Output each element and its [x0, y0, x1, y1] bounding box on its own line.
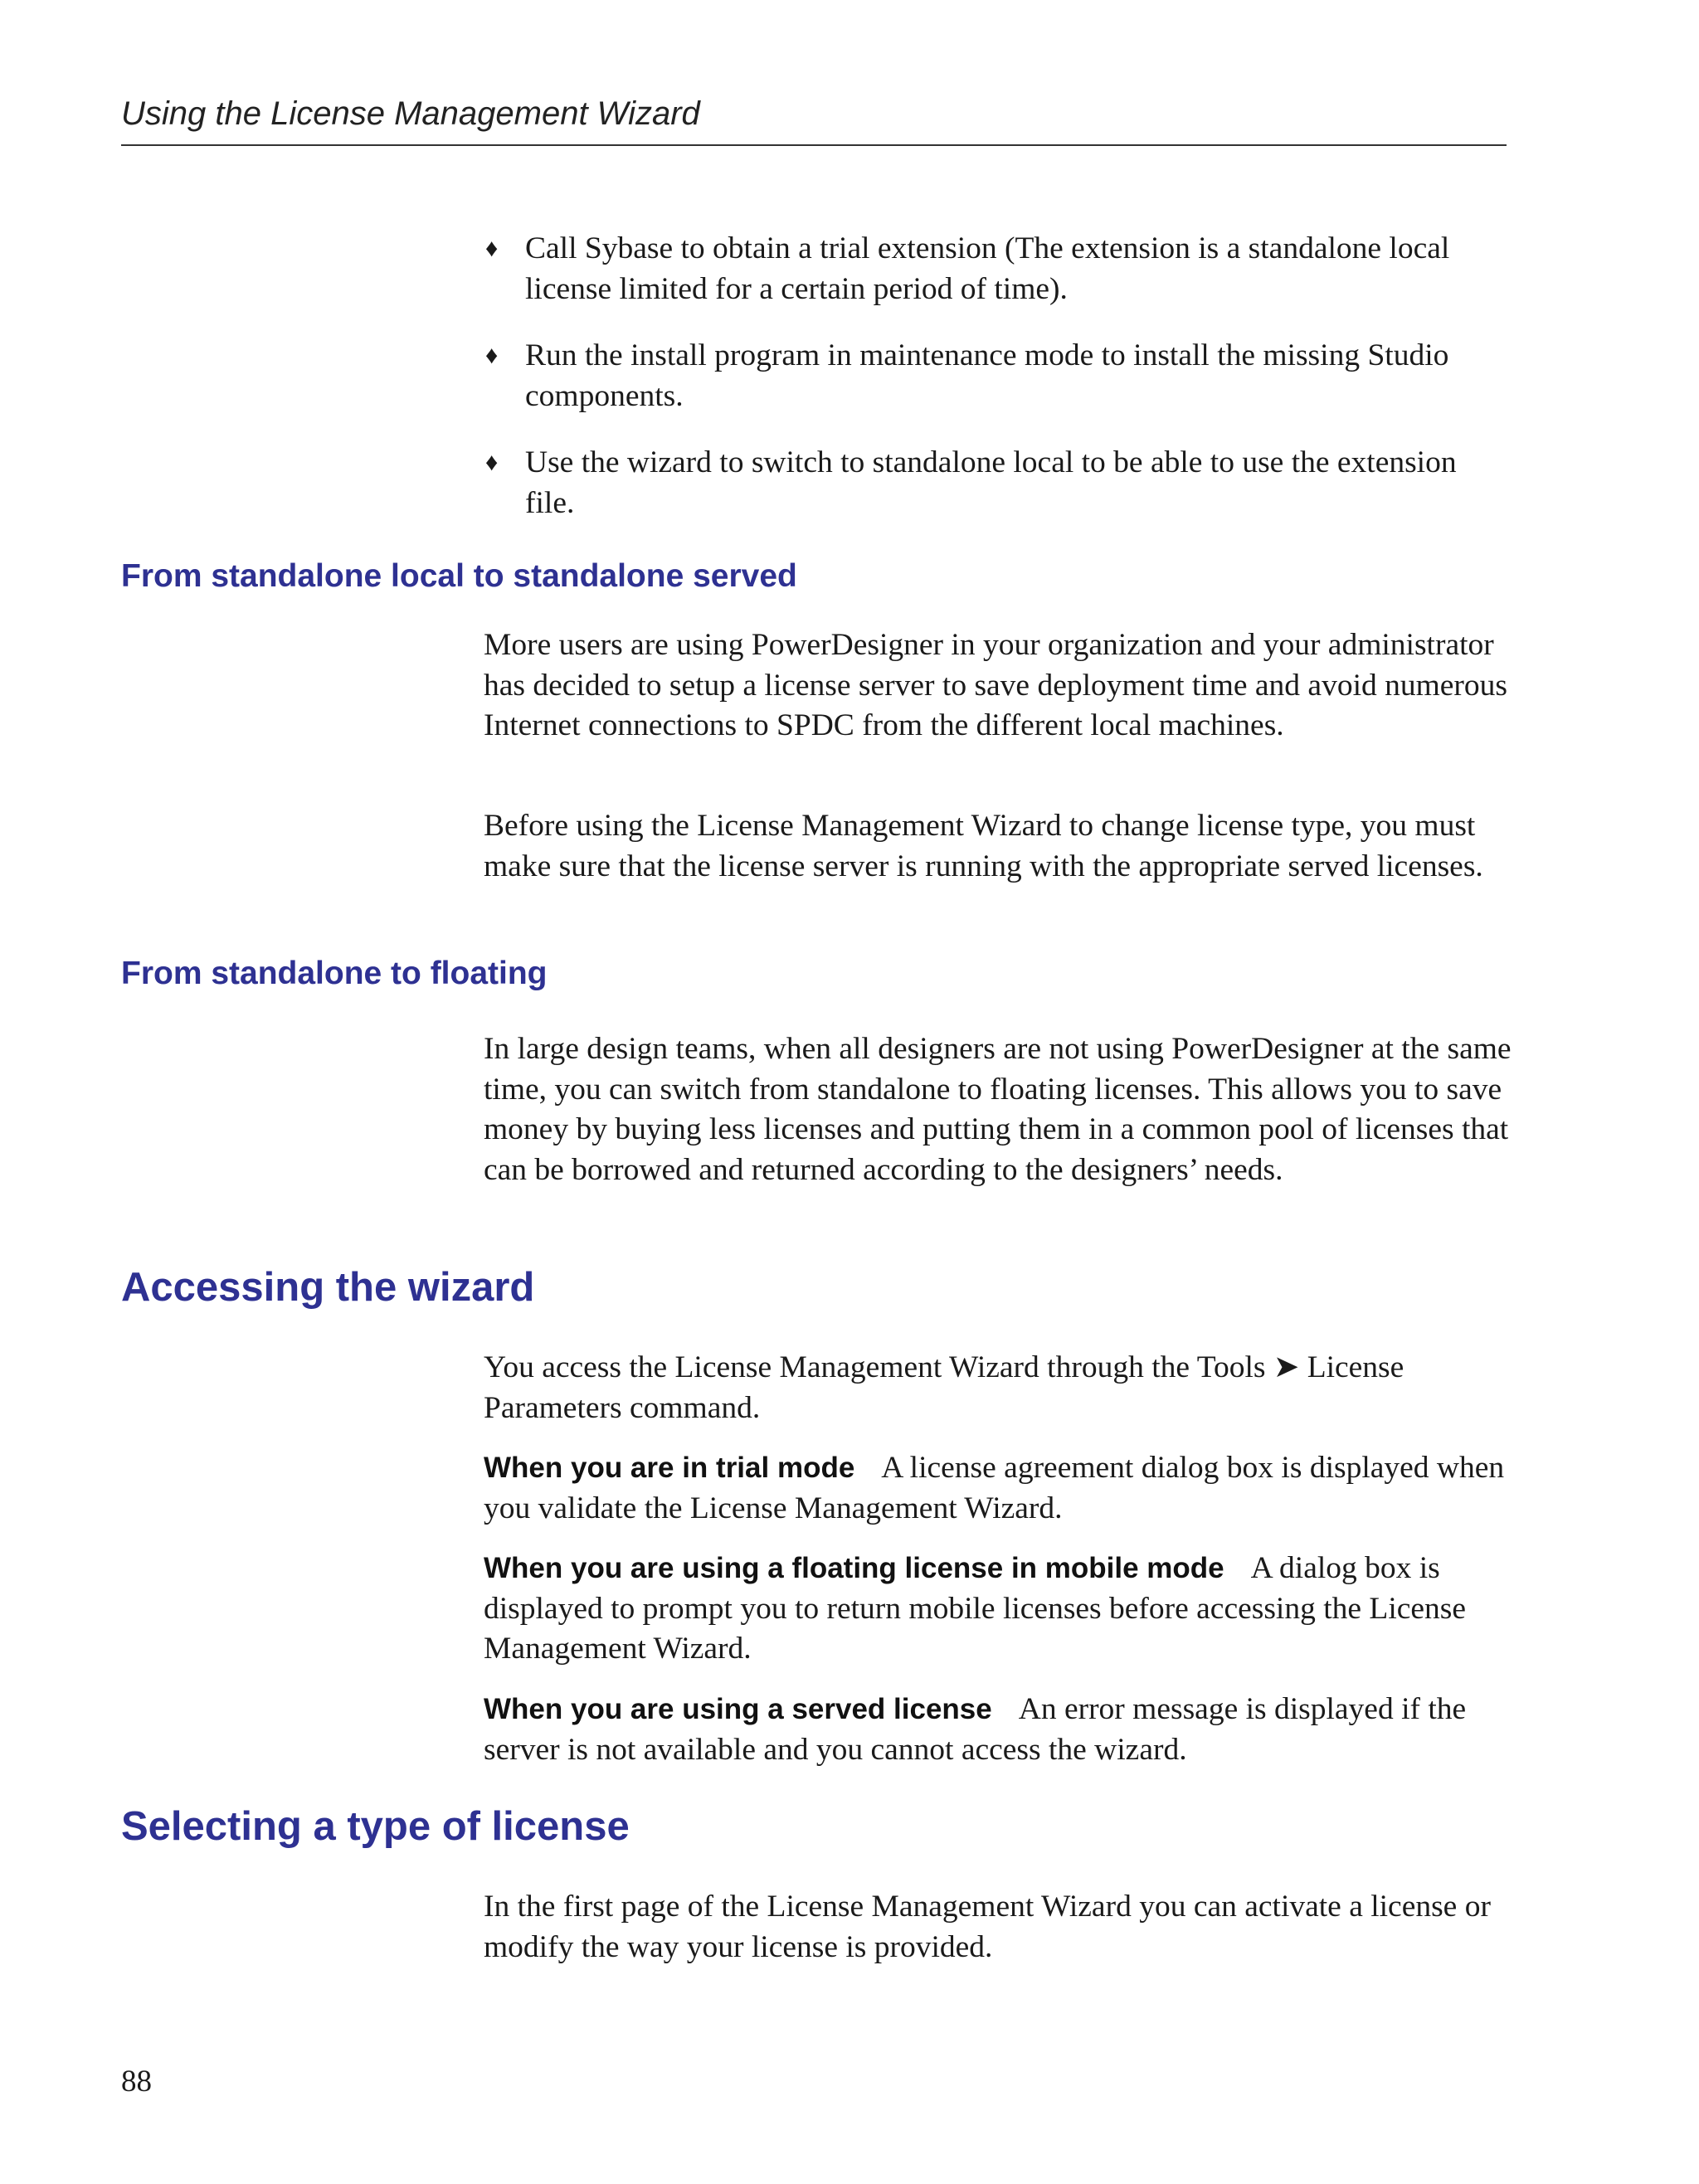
- heading-accessing-wizard: Accessing the wizard: [121, 1265, 535, 1310]
- paragraph-local-served-2: Before using the License Management Wizard to change license type, you must make sure that the license server is running with the appropriate served licenses.: [484, 809, 1483, 883]
- bullet-item-trial-extension: [484, 229, 1512, 309]
- paragraph-floating: In large design teams, when all designers are not using PowerDesigner at the same time, you can switch from standalone to floating licenses. This allows you to save money by buying less licenses and putting them in a common pool of licenses that can be borrowed and returned according to the designers’ needs.: [484, 1032, 1512, 1187]
- bullet-text: Use the wizard to switch to standalone local to be able to use the extension file.: [525, 445, 1457, 520]
- bullet-item-switch-wizard: [484, 443, 1512, 523]
- paragraph-local-served-1: More users are using PowerDesigner in your organization and your administrator has decided to setup a license server to save deployment time and avoid numerous Internet connections to SPDC from the different local machines.: [484, 628, 1508, 742]
- paragraph-selecting: In the first page of the License Management Wizard you can activate a license or modify the way your license is provided.: [484, 1890, 1491, 1964]
- runin-text: A dialog box is displayed to prompt you to return mobile licenses before accessing the License Management Wizard.: [484, 1551, 1467, 1666]
- diamond-bullet-icon: ♦: [485, 449, 499, 476]
- runin-item-floating-mobile: [484, 1549, 1512, 1670]
- runin-label: When you are using a served license: [484, 1693, 992, 1725]
- heading-standalone-to-floating: From standalone to floating: [121, 956, 548, 991]
- runin-text: An error message is displayed if the server is not available and you cannot access the wizard.: [484, 1692, 1467, 1767]
- runin-item-served-license: [484, 1690, 1512, 1770]
- heading-local-to-served: From standalone local to standalone served: [121, 558, 797, 594]
- diamond-bullet-icon: ♦: [485, 235, 499, 262]
- paragraph-accessing-intro: You access the License Management Wizard through the Tools ➤ License Parameters command.: [484, 1350, 1404, 1425]
- runin-item-trial-mode: [484, 1448, 1512, 1529]
- runin-text: A license agreement dialog box is displayed when you validate the License Management Wizard.: [484, 1451, 1505, 1525]
- bullet-text: Call Sybase to obtain a trial extension (The extension is a standalone local license limited for a certain period of time).: [525, 231, 1450, 306]
- bullet-text: Run the install program in maintenance mode to install the missing Studio components.: [525, 338, 1449, 413]
- runin-label: When you are using a floating license in mobile mode: [484, 1552, 1224, 1584]
- diamond-bullet-icon: ♦: [485, 342, 499, 369]
- bullet-item-maintenance-mode: [484, 336, 1512, 416]
- heading-selecting-license: Selecting a type of license: [121, 1804, 630, 1849]
- runin-label: When you are in trial mode: [484, 1452, 855, 1484]
- running-header: Using the License Management Wizard: [121, 93, 1507, 146]
- page-number: 88: [121, 2065, 152, 2099]
